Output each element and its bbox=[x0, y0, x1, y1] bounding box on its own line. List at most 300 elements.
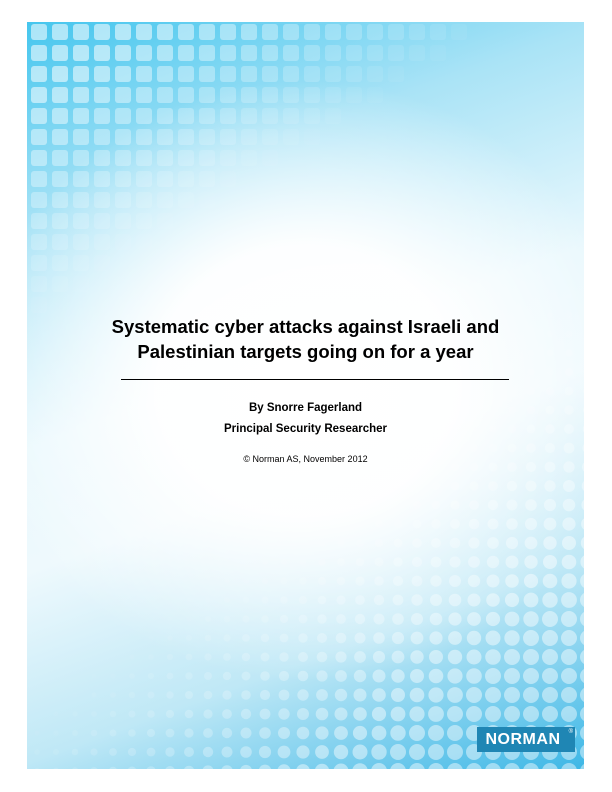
pattern-dot bbox=[184, 747, 194, 757]
pattern-dot bbox=[526, 481, 537, 492]
pattern-dot bbox=[223, 653, 231, 661]
pattern-dot bbox=[391, 669, 404, 682]
pattern-dot bbox=[338, 502, 344, 508]
pattern-dot bbox=[431, 538, 441, 548]
pattern-dot bbox=[506, 556, 519, 569]
pattern-dot bbox=[354, 689, 367, 702]
pattern-dot bbox=[316, 670, 327, 681]
pattern-dot bbox=[259, 746, 271, 758]
pattern-dot bbox=[581, 536, 584, 550]
pattern-dot bbox=[204, 691, 213, 700]
pattern-dot bbox=[185, 691, 193, 699]
pattern-dot bbox=[562, 517, 575, 530]
pattern-dot bbox=[166, 729, 175, 738]
pattern-dot bbox=[203, 709, 212, 718]
pattern-dot bbox=[319, 521, 325, 527]
document-title bbox=[27, 314, 584, 364]
pattern-dot bbox=[488, 519, 499, 530]
pattern-dot bbox=[129, 673, 135, 679]
pattern-dot bbox=[128, 729, 136, 737]
pattern-dot bbox=[523, 706, 539, 722]
pattern-dot bbox=[447, 668, 462, 683]
pattern-dot bbox=[129, 711, 136, 718]
pattern-dot bbox=[453, 370, 458, 375]
pattern-dot bbox=[354, 651, 366, 663]
pattern-dot bbox=[221, 765, 233, 769]
pattern-dot bbox=[372, 688, 386, 702]
pattern-dot bbox=[434, 370, 438, 374]
pattern-dot bbox=[299, 577, 306, 584]
pattern-dot bbox=[434, 389, 439, 394]
pattern-dot bbox=[34, 749, 40, 755]
pattern-dot bbox=[260, 690, 270, 700]
pattern-dot bbox=[469, 481, 478, 490]
pattern-dot bbox=[561, 687, 577, 703]
pattern-dot bbox=[204, 653, 211, 660]
pattern-dot bbox=[451, 482, 460, 491]
pattern-dot bbox=[91, 692, 96, 697]
pattern-dot bbox=[205, 635, 212, 642]
pattern-dot bbox=[353, 707, 367, 721]
title-line-1: Systematic cyber attacks against Israeli and bbox=[111, 316, 500, 337]
pattern-dot bbox=[282, 503, 286, 507]
pattern-dot bbox=[373, 651, 385, 663]
pattern-dot bbox=[263, 541, 268, 546]
pattern-dot bbox=[315, 726, 328, 739]
pattern-dot bbox=[543, 536, 556, 549]
pattern-dot bbox=[452, 388, 457, 393]
pattern-dot bbox=[544, 518, 557, 531]
pattern-dot bbox=[184, 766, 195, 769]
pattern-dot bbox=[468, 575, 480, 587]
pattern-dot bbox=[376, 445, 381, 450]
pattern-dot bbox=[335, 689, 347, 701]
pattern-dot bbox=[391, 688, 405, 702]
pattern-dot bbox=[580, 725, 584, 741]
pattern-dot bbox=[243, 597, 249, 603]
pattern-dot bbox=[204, 672, 212, 680]
pattern-dot bbox=[318, 558, 325, 565]
pattern-dot bbox=[202, 765, 213, 769]
cover-background bbox=[27, 22, 584, 769]
pattern-dot bbox=[486, 631, 501, 646]
pattern-dot bbox=[542, 763, 558, 769]
pattern-dot bbox=[244, 541, 249, 546]
pattern-dot bbox=[206, 579, 211, 584]
pattern-dot bbox=[184, 728, 193, 737]
pattern-dot bbox=[546, 368, 554, 376]
pattern-dot bbox=[109, 767, 117, 769]
pattern-dot bbox=[412, 557, 422, 567]
pattern-dot bbox=[317, 614, 326, 623]
pattern-dot bbox=[449, 556, 460, 567]
pattern-dot bbox=[282, 522, 287, 527]
pattern-dot bbox=[523, 611, 538, 626]
pattern-dot bbox=[297, 689, 308, 700]
pattern-dot bbox=[485, 687, 501, 703]
pattern-dot bbox=[432, 501, 441, 510]
pattern-dot bbox=[242, 634, 250, 642]
pattern-dot bbox=[415, 389, 419, 393]
pattern-dot bbox=[300, 540, 306, 546]
pattern-dot bbox=[490, 388, 497, 395]
pattern-dot bbox=[337, 539, 344, 546]
pattern-dot bbox=[580, 573, 584, 589]
pattern-dot bbox=[372, 726, 387, 741]
pattern-dot bbox=[448, 631, 462, 645]
pattern-dot bbox=[300, 521, 306, 527]
pattern-dot bbox=[410, 669, 424, 683]
pattern-dot bbox=[90, 767, 98, 769]
pattern-dot bbox=[320, 465, 324, 469]
pattern-dot bbox=[337, 558, 345, 566]
pattern-dot bbox=[243, 578, 249, 584]
pattern-dot bbox=[317, 652, 328, 663]
pattern-dot bbox=[580, 592, 584, 608]
pattern-dot bbox=[392, 632, 404, 644]
pattern-dot bbox=[506, 537, 518, 549]
pattern-dot bbox=[447, 706, 463, 722]
pattern-dot bbox=[376, 464, 382, 470]
pattern-dot bbox=[298, 633, 307, 642]
pattern-dot bbox=[390, 725, 405, 740]
pattern-dot bbox=[353, 745, 368, 760]
pattern-dot bbox=[241, 690, 251, 700]
pattern-dot bbox=[279, 671, 289, 681]
norman-logo bbox=[477, 727, 575, 752]
pattern-dot bbox=[563, 480, 575, 492]
pattern-dot bbox=[581, 517, 584, 531]
pattern-dot bbox=[582, 480, 584, 493]
pattern-dot bbox=[545, 443, 555, 453]
pattern-dot bbox=[428, 687, 443, 702]
pattern-dot bbox=[339, 465, 344, 470]
pattern-dot bbox=[527, 387, 535, 395]
pattern-dot bbox=[431, 519, 440, 528]
pattern-dot bbox=[390, 763, 406, 769]
pattern-dot bbox=[523, 668, 539, 684]
pattern-dot bbox=[224, 597, 230, 603]
pattern-dot bbox=[280, 596, 288, 604]
pattern-dot bbox=[336, 614, 346, 624]
pattern-dot bbox=[376, 483, 382, 489]
pattern-dot bbox=[447, 744, 463, 760]
pattern-dot bbox=[450, 500, 459, 509]
pattern-dot bbox=[450, 538, 461, 549]
pattern-dot bbox=[448, 650, 462, 664]
pattern-dot bbox=[544, 499, 556, 511]
pattern-dot bbox=[395, 483, 402, 490]
pattern-dot bbox=[129, 692, 135, 698]
pattern-dot bbox=[542, 649, 558, 665]
pattern-dot bbox=[319, 502, 324, 507]
pattern-dot bbox=[335, 651, 346, 662]
pattern-dot bbox=[580, 744, 584, 760]
pattern-dot bbox=[320, 484, 325, 489]
pattern-dot bbox=[581, 498, 584, 511]
pattern-dot bbox=[447, 687, 463, 703]
pattern-dot bbox=[111, 655, 116, 660]
pattern-dot bbox=[466, 763, 482, 769]
pattern-dot bbox=[222, 728, 232, 738]
pattern-dot bbox=[149, 636, 154, 641]
pattern-dot bbox=[72, 711, 77, 716]
pattern-dot bbox=[542, 630, 558, 646]
pattern-dot bbox=[466, 687, 482, 703]
pattern-dot bbox=[316, 689, 328, 701]
pattern-dot bbox=[414, 464, 421, 471]
pattern-dot bbox=[54, 712, 59, 717]
pattern-dot bbox=[357, 464, 362, 469]
pattern-dot bbox=[528, 369, 535, 376]
pattern-dot bbox=[338, 483, 343, 488]
pattern-dot bbox=[467, 631, 481, 645]
pattern-dot bbox=[504, 649, 520, 665]
pattern-dot bbox=[505, 574, 519, 588]
pattern-dot bbox=[526, 443, 536, 453]
pattern-dot bbox=[262, 578, 268, 584]
pattern-dot bbox=[110, 730, 117, 737]
pattern-dot bbox=[240, 746, 252, 758]
pattern-dot bbox=[315, 764, 329, 769]
pattern-dot bbox=[222, 690, 231, 699]
pattern-dot bbox=[278, 708, 289, 719]
pattern-dot bbox=[53, 768, 60, 769]
pattern-dot bbox=[485, 649, 501, 665]
pattern-dot bbox=[92, 674, 97, 679]
pattern-dot bbox=[110, 692, 116, 698]
pattern-dot bbox=[91, 711, 97, 717]
pattern-dot bbox=[561, 763, 577, 769]
pattern-dot bbox=[428, 725, 444, 741]
pattern-dot bbox=[429, 631, 442, 644]
pattern-dot bbox=[372, 707, 386, 721]
pattern-dot bbox=[394, 501, 402, 509]
pattern-dot bbox=[393, 595, 404, 606]
pattern-dot bbox=[167, 654, 173, 660]
pattern-dot bbox=[393, 576, 403, 586]
pattern-dot bbox=[225, 560, 230, 565]
pattern-dot bbox=[375, 539, 383, 547]
pattern-dot bbox=[542, 668, 558, 684]
pattern-dot bbox=[395, 445, 401, 451]
pattern-dot bbox=[352, 763, 368, 769]
pattern-dot bbox=[73, 693, 78, 698]
pattern-dot bbox=[298, 652, 308, 662]
pattern-dot bbox=[297, 727, 310, 740]
pattern-dot bbox=[580, 687, 584, 703]
pattern-dot bbox=[35, 731, 40, 736]
pattern-dot bbox=[580, 630, 584, 646]
pattern-dot bbox=[375, 520, 383, 528]
pattern-dot bbox=[391, 707, 406, 722]
author-name: By Snorre Fagerland bbox=[248, 402, 363, 414]
pattern-dot bbox=[373, 632, 385, 644]
pattern-dot bbox=[148, 673, 154, 679]
pattern-dot bbox=[263, 522, 267, 526]
pattern-dot bbox=[471, 369, 476, 374]
pattern-dot bbox=[187, 598, 192, 603]
pattern-dot bbox=[334, 764, 349, 770]
pattern-dot bbox=[489, 444, 498, 453]
pattern-dot bbox=[243, 559, 248, 564]
pattern-dot bbox=[128, 748, 136, 756]
pattern-dot bbox=[203, 747, 213, 757]
pattern-dot bbox=[449, 575, 461, 587]
pattern-dot bbox=[371, 744, 386, 759]
pattern-dot bbox=[411, 613, 423, 625]
pattern-dot bbox=[166, 710, 174, 718]
pattern-dot bbox=[35, 712, 39, 716]
pattern-dot bbox=[185, 710, 194, 719]
pattern-dot bbox=[486, 612, 500, 626]
registered-mark: ® bbox=[568, 729, 573, 735]
pattern-dot bbox=[580, 763, 584, 769]
logo-text: NORMAN bbox=[485, 730, 561, 748]
pattern-dot bbox=[72, 730, 78, 736]
pattern-dot bbox=[300, 559, 307, 566]
pattern-dot bbox=[90, 748, 97, 755]
pattern-dot bbox=[242, 615, 249, 622]
pattern-dot bbox=[485, 763, 501, 769]
pattern-dot bbox=[448, 612, 461, 625]
pattern-dot bbox=[432, 482, 440, 490]
pattern-dot bbox=[466, 668, 482, 684]
pattern-dot bbox=[373, 670, 386, 683]
pattern-dot bbox=[561, 706, 577, 722]
pattern-dot bbox=[147, 729, 155, 737]
pattern-dot bbox=[261, 615, 269, 623]
pattern-dot bbox=[224, 616, 231, 623]
pattern-dot bbox=[223, 634, 230, 641]
pattern-dot bbox=[395, 464, 401, 470]
pattern-dot bbox=[432, 463, 440, 471]
pattern-dot bbox=[504, 687, 520, 703]
pattern-dot bbox=[296, 764, 310, 769]
pattern-dot bbox=[490, 369, 496, 375]
pattern-dot bbox=[431, 557, 442, 568]
pattern-dot bbox=[186, 654, 193, 661]
pattern-dot bbox=[168, 617, 173, 622]
pattern-dot bbox=[185, 672, 192, 679]
pattern-dot bbox=[356, 539, 364, 547]
pattern-dot bbox=[523, 687, 539, 703]
pattern-dot bbox=[392, 613, 404, 625]
pattern-dot bbox=[223, 672, 231, 680]
pattern-dot bbox=[524, 555, 537, 568]
pattern-dot bbox=[279, 690, 290, 701]
pattern-dot bbox=[53, 730, 58, 735]
pattern-dot bbox=[566, 293, 572, 299]
pattern-dot bbox=[428, 706, 444, 722]
pattern-dot bbox=[301, 484, 305, 488]
pattern-dot bbox=[224, 578, 229, 583]
pattern-dot bbox=[334, 726, 348, 740]
pattern-dot bbox=[580, 611, 584, 627]
pattern-dot bbox=[487, 575, 500, 588]
pattern-dot bbox=[508, 387, 515, 394]
dot-pattern-bottom-right bbox=[27, 22, 584, 769]
pattern-dot bbox=[73, 674, 77, 678]
pattern-dot bbox=[296, 745, 309, 758]
pattern-dot bbox=[561, 573, 576, 588]
pattern-dot bbox=[542, 687, 558, 703]
pattern-dot bbox=[411, 632, 424, 645]
pattern-dot bbox=[409, 725, 425, 741]
pattern-dot bbox=[355, 576, 364, 585]
pattern-dot bbox=[390, 744, 406, 760]
pattern-dot bbox=[409, 763, 425, 769]
pattern-dot bbox=[168, 598, 172, 602]
pattern-dot bbox=[409, 706, 424, 721]
pattern-dot bbox=[335, 708, 348, 721]
pattern-dot bbox=[374, 595, 384, 605]
pattern-dot bbox=[487, 537, 499, 549]
pattern-dot bbox=[409, 744, 425, 760]
pattern-dot bbox=[147, 710, 155, 718]
pattern-dot bbox=[167, 673, 174, 680]
pattern-dot bbox=[336, 633, 347, 644]
pattern-dot bbox=[262, 597, 269, 604]
pattern-dot bbox=[543, 574, 558, 589]
pattern-dot bbox=[392, 651, 405, 664]
pattern-dot bbox=[410, 688, 425, 703]
pattern-dot bbox=[186, 616, 191, 621]
pattern-dot bbox=[278, 727, 290, 739]
pattern-dot bbox=[561, 630, 577, 646]
pattern-dot bbox=[412, 538, 422, 548]
pattern-dot bbox=[205, 616, 211, 622]
pattern-dot bbox=[280, 615, 288, 623]
pattern-dot bbox=[148, 654, 154, 660]
pattern-dot bbox=[582, 442, 584, 453]
pattern-dot bbox=[542, 592, 557, 607]
pattern-dot bbox=[53, 749, 59, 755]
pattern-dot bbox=[412, 576, 423, 587]
pattern-dot bbox=[91, 730, 98, 737]
pattern-dot bbox=[357, 502, 364, 509]
pattern-dot bbox=[317, 633, 327, 643]
pattern-dot bbox=[447, 725, 463, 741]
pattern-dot bbox=[411, 594, 422, 605]
pattern-dot bbox=[393, 557, 403, 567]
pattern-dot bbox=[430, 575, 441, 586]
pattern-dot bbox=[166, 691, 173, 698]
pattern-dot bbox=[469, 500, 479, 510]
pattern-dot bbox=[336, 595, 345, 604]
pattern-dot bbox=[259, 765, 272, 769]
pattern-dot bbox=[485, 706, 501, 722]
title-line-2: Palestinian targets going on for a year bbox=[137, 341, 474, 362]
pattern-dot bbox=[355, 633, 366, 644]
pattern-dot bbox=[186, 635, 192, 641]
pattern-dot bbox=[561, 668, 577, 684]
pattern-dot bbox=[451, 463, 459, 471]
pattern-dot bbox=[413, 520, 422, 529]
pattern-dot bbox=[565, 387, 574, 396]
pattern-dot bbox=[429, 650, 443, 664]
pattern-dot bbox=[413, 501, 421, 509]
pattern-dot bbox=[428, 763, 444, 769]
pattern-dot bbox=[488, 481, 498, 491]
pattern-dot bbox=[71, 767, 78, 769]
pattern-dot bbox=[147, 748, 156, 757]
pattern-dot bbox=[561, 649, 577, 665]
pattern-dot bbox=[222, 747, 233, 758]
pattern-dot bbox=[469, 519, 480, 530]
pattern-dot bbox=[504, 630, 519, 645]
pattern-dot bbox=[470, 444, 478, 452]
